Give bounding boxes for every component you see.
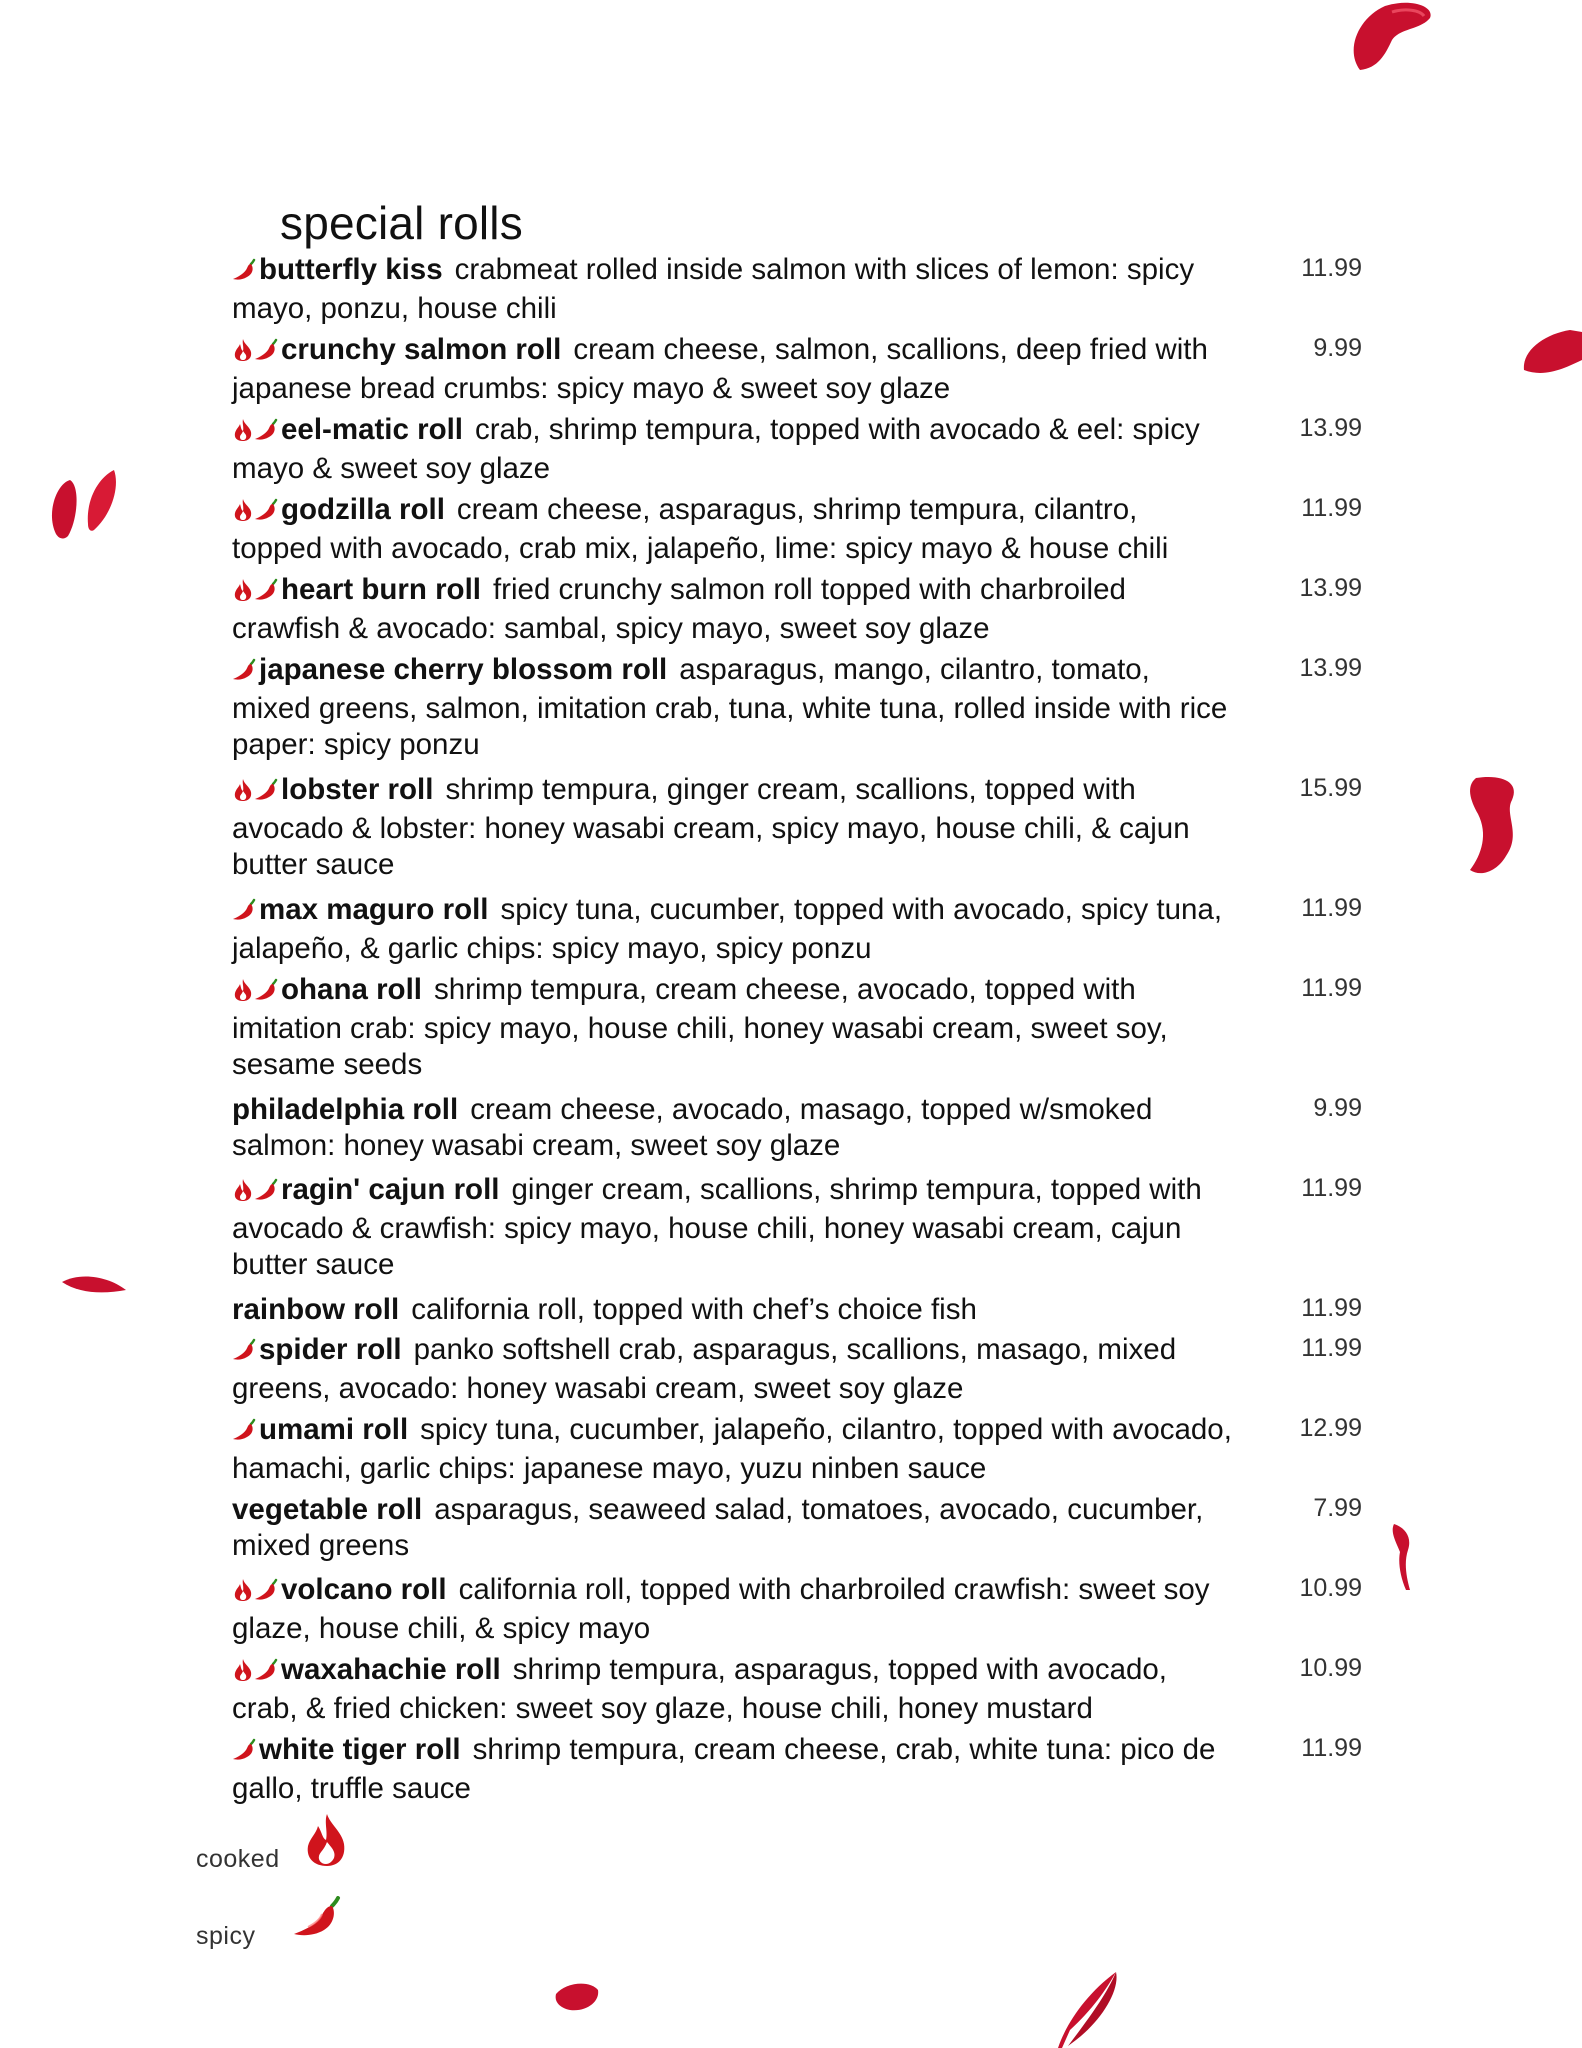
menu-item-description: shrimp tempura, ginger cream, scallions, topped with avocado & lobster: honey wasabi cream, spicy mayo, house chili, & cajun butter sauce: [232, 773, 1190, 881]
menu-item-description: asparagus, mango, cilantro, tomato, mixed greens, salmon, imitation crab, tuna, white tuna, rolled inside with rice paper: spicy ponzu: [232, 653, 1228, 761]
menu-item-description: spicy tuna, cucumber, topped with avocado, spicy tuna, jalapeño, & garlic chips: spicy mayo, spicy ponzu: [232, 893, 1223, 965]
flame-icon: [302, 1812, 352, 1868]
menu-item-name: rainbow roll: [232, 1293, 400, 1326]
menu-item-text: [232, 1332, 1232, 1407]
menu-item-description: cream cheese, avocado, masago, topped w/smoked salmon: honey wasabi cream, sweet soy glaze: [232, 1093, 1153, 1162]
menu-item-price: 10.99: [1299, 1574, 1362, 1602]
chili-pepper-icon: [254, 1576, 280, 1609]
menu-item-description: cream cheese, salmon, scallions, deep fried with japanese bread crumbs: spicy mayo & sweet soy glaze: [232, 333, 1208, 405]
menu-item-name: heart burn roll: [281, 573, 481, 606]
legend-spicy-label: spicy: [196, 1922, 256, 1950]
menu-item-price: 13.99: [1299, 654, 1362, 682]
menu-item: [232, 492, 1362, 567]
menu-item-text: [232, 1652, 1232, 1727]
menu-item-price: 13.99: [1299, 574, 1362, 602]
menu-item-icons: [232, 255, 258, 291]
menu-item-text: [232, 572, 1232, 647]
menu-item-icons: [232, 1335, 258, 1371]
menu-item-price: 9.99: [1313, 1094, 1362, 1122]
menu-item: [232, 1652, 1362, 1727]
flame-icon: [232, 336, 254, 369]
menu-item-name: max maguro roll: [259, 893, 489, 926]
chili-pepper-icon: [254, 1176, 280, 1209]
menu-item-text: [232, 652, 1232, 763]
menu-item-text: [232, 972, 1232, 1083]
menu-item-description: spicy tuna, cucumber, jalapeño, cilantro, topped with avocado, hamachi, garlic chips: japanese mayo, yuzu ninben sauce: [232, 1413, 1232, 1485]
menu-item-icons: [232, 335, 280, 371]
menu-item-name: vegetable roll: [232, 1493, 423, 1526]
menu-item: [232, 1732, 1362, 1807]
menu-item-icons: [232, 495, 280, 531]
menu-item-icons: [232, 1735, 258, 1771]
menu-item-price: 11.99: [1301, 254, 1362, 282]
chili-pepper-icon: [292, 1896, 344, 1940]
menu-item-text: [232, 1732, 1232, 1807]
rose-petal-decoration: [1340, 0, 1440, 72]
menu-item-text: [232, 1172, 1232, 1283]
menu-item-name: philadelphia roll: [232, 1093, 459, 1126]
chili-pepper-icon: [254, 1656, 280, 1689]
flame-icon: [232, 496, 254, 529]
menu-item-name: spider roll: [259, 1333, 402, 1366]
menu-item-icons: [232, 1655, 280, 1691]
menu-item: [232, 652, 1362, 763]
menu-item-price: 11.99: [1301, 894, 1362, 922]
menu-item-name: ragin' cajun roll: [281, 1173, 500, 1206]
menu-item-icons: [232, 1575, 280, 1611]
menu-item-price: 11.99: [1301, 1174, 1362, 1202]
menu-item-name: eel-matic roll: [281, 413, 463, 446]
menu-item-name: ohana roll: [281, 973, 422, 1006]
flame-icon: [232, 1176, 254, 1209]
menu-item-name: volcano roll: [281, 1573, 447, 1606]
menu-item-text: [232, 772, 1232, 883]
menu-item: [232, 1572, 1362, 1647]
menu-item: [232, 1292, 1362, 1328]
menu-item-text: [232, 892, 1232, 967]
menu-item-price: 11.99: [1301, 494, 1362, 522]
menu-item-name: godzilla roll: [281, 493, 445, 526]
rose-petal-decoration: [1056, 1970, 1122, 2048]
menu-item-icons: [232, 1175, 280, 1211]
menu-item: [232, 1412, 1362, 1487]
flame-icon: [232, 1656, 254, 1689]
menu-item-text: [232, 252, 1232, 327]
flame-icon: [232, 976, 254, 1009]
rose-petal-decoration: [552, 1980, 602, 2014]
menu-item-name: umami roll: [259, 1413, 409, 1446]
menu-item-name: white tiger roll: [259, 1733, 461, 1766]
menu-item-description: shrimp tempura, cream cheese, avocado, topped with imitation crab: spicy mayo, house chili, honey wasabi cream, sweet soy, sesame seeds: [232, 973, 1168, 1081]
menu-item: [232, 892, 1362, 967]
menu-item-text: [232, 1492, 1232, 1564]
menu-item-text: [232, 412, 1232, 487]
menu-item-description: shrimp tempura, asparagus, topped with avocado, crab, & fried chicken: sweet soy glaze, house chili, honey mustard: [232, 1653, 1168, 1725]
menu-item-text: [232, 492, 1232, 567]
menu-item-description: crabmeat rolled inside salmon with slices of lemon: spicy mayo, ponzu, house chili: [232, 253, 1195, 325]
flame-icon: [232, 576, 254, 609]
flame-icon: [232, 776, 254, 809]
menu-item-icons: [232, 575, 280, 611]
menu-item: [232, 1172, 1362, 1283]
flame-icon: [232, 1576, 254, 1609]
chili-pepper-icon: [254, 776, 280, 809]
menu-item-name: lobster roll: [281, 773, 434, 806]
menu-item: [232, 772, 1362, 883]
menu-item-price: 10.99: [1299, 1654, 1362, 1682]
menu-item-description: ginger cream, scallions, shrimp tempura, topped with avocado & crawfish: spicy mayo, house chili, honey wasabi cream, cajun butter sauce: [232, 1173, 1202, 1281]
chili-pepper-icon: [232, 1736, 258, 1769]
menu-item-name: japanese cherry blossom roll: [259, 653, 668, 686]
menu-item-icons: [232, 775, 280, 811]
menu-item-price: 7.99: [1313, 1494, 1362, 1522]
rose-petal-decoration: [1388, 1520, 1418, 1592]
menu-item-description: panko softshell crab, asparagus, scallions, masago, mixed greens, avocado: honey wasabi cream, sweet soy glaze: [232, 1333, 1177, 1405]
menu-item-description: cream cheese, asparagus, shrimp tempura, cilantro, topped with avocado, crab mix, jalapeño, lime: spicy mayo & house chili: [232, 493, 1169, 565]
chili-pepper-icon: [232, 256, 258, 289]
rose-petal-decoration: [1462, 774, 1524, 878]
menu-item-price: 11.99: [1301, 1294, 1362, 1322]
menu-item-name: crunchy salmon roll: [281, 333, 562, 366]
menu-item: [232, 252, 1362, 327]
menu-item-price: 11.99: [1301, 1334, 1362, 1362]
menu-item-price: 15.99: [1299, 774, 1362, 802]
menu-item-icons: [232, 415, 280, 451]
chili-pepper-icon: [232, 1336, 258, 1369]
chili-pepper-icon: [232, 896, 258, 929]
menu-item-text: [232, 332, 1232, 407]
menu-item-price: 9.99: [1313, 334, 1362, 362]
menu-item: [232, 332, 1362, 407]
menu-item: [232, 412, 1362, 487]
menu-item-name: butterfly kiss: [259, 253, 443, 286]
chili-pepper-icon: [254, 496, 280, 529]
menu-item-price: 12.99: [1299, 1414, 1362, 1442]
menu-item-text: [232, 1412, 1232, 1487]
menu-item-description: crab, shrimp tempura, topped with avocado & eel: spicy mayo & sweet soy glaze: [232, 413, 1200, 485]
menu-item: [232, 572, 1362, 647]
menu-item-icons: [232, 975, 280, 1011]
flame-icon: [232, 416, 254, 449]
chili-pepper-icon: [232, 656, 258, 689]
menu-item: [232, 1492, 1362, 1564]
chili-pepper-icon: [254, 336, 280, 369]
chili-pepper-icon: [254, 576, 280, 609]
page-title: special rolls: [280, 197, 523, 249]
menu-item: [232, 972, 1362, 1083]
menu-item-price: 13.99: [1299, 414, 1362, 442]
menu-item-name: waxahachie roll: [281, 1653, 501, 1686]
chili-pepper-icon: [232, 1416, 258, 1449]
menu-item-description: california roll, topped with chef’s choice fish: [411, 1293, 977, 1326]
chili-pepper-icon: [254, 976, 280, 1009]
menu-item-price: 11.99: [1301, 974, 1362, 1002]
menu-item: [232, 1332, 1362, 1407]
menu-item-description: asparagus, seaweed salad, tomatoes, avocado, cucumber, mixed greens: [232, 1493, 1204, 1562]
menu-item-description: california roll, topped with charbroiled crawfish: sweet soy glaze, house chili, & spicy mayo: [232, 1573, 1210, 1645]
menu-item-price: 11.99: [1301, 1734, 1362, 1762]
menu-item-text: [232, 1572, 1232, 1647]
menu-item-icons: [232, 655, 258, 691]
menu-item: [232, 1092, 1362, 1164]
menu-item-icons: [232, 895, 258, 931]
rose-petal-decoration: [60, 1272, 128, 1296]
menu-item-text: [232, 1092, 1232, 1164]
legend-cooked-label: cooked: [196, 1845, 280, 1873]
menu-item-text: [232, 1292, 1232, 1328]
rose-petal-decoration: [1520, 320, 1582, 380]
chili-pepper-icon: [254, 416, 280, 449]
rose-petal-decoration: [48, 464, 120, 542]
menu-item-description: shrimp tempura, cream cheese, crab, white tuna: pico de gallo, truffle sauce: [232, 1733, 1216, 1805]
menu-item-icons: [232, 1415, 258, 1451]
menu-item-description: fried crunchy salmon roll topped with charbroiled crawfish & avocado: sambal, spicy mayo, sweet soy glaze: [232, 573, 1126, 645]
